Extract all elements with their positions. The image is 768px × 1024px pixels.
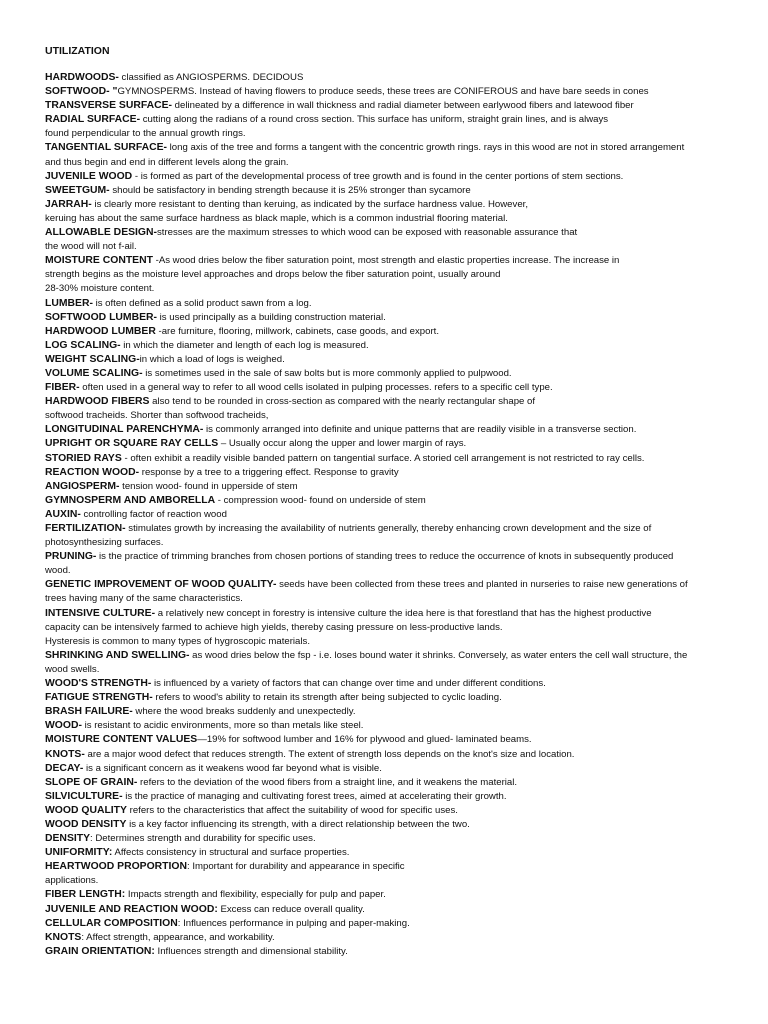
entry-line [45,621,724,635]
entry-definition: -As wood dries below the fiber saturation point, most strength and elastic properties increase. The increase in [152,255,620,267]
entry-term: STORIED RAYS [45,452,122,464]
entry-definition: keruing has about the same surface hardness as black maple, which is a common industrial flooring material. [45,212,508,224]
entry-line [45,663,724,677]
entry-line [45,141,724,155]
entry-line [45,311,724,325]
entry-definition: a relatively new concept in forestry is intensive culture the idea here is that forestland that has the highest productive [155,607,652,619]
glossary-entry [45,71,724,85]
entry-definition: also tend to be rounded in cross-section as compared with the nearly rectangular shape of [149,396,536,408]
entry-definition: Affects consistency in structural and surface properties. [112,847,350,859]
entry-line [45,198,724,212]
glossary-entry [45,748,724,762]
entry-term: BRASH FAILURE- [45,706,133,718]
glossary-entry [45,508,724,522]
entry-line [45,776,724,790]
entry-definition: should be satisfactory in bending strength because it is 25% stronger than sycamore [109,184,471,196]
entry-definition: - is formed as part of the developmental process of tree growth and is found in the center portions of stem sections. [132,170,624,182]
glossary-entry [45,818,724,832]
entry-definition: is a significant concern as it weakens wood far beyond what is visible. [83,762,382,774]
glossary-entry [45,480,724,494]
glossary-entry [45,649,724,677]
entry-line [45,903,724,917]
entry-definition: is often defined as a solid product sawn from a log. [92,297,312,309]
glossary-entry [45,184,724,198]
glossary-entry [45,550,724,578]
entry-line [45,367,724,381]
entry-definition: is clearly more resistant to denting than keruing, as indicated by the surface hardness value. However, [91,198,528,210]
entry-definition: Hysteresis is common to many types of hygroscopic materials. [45,635,310,647]
entry-term: JUVENILE WOOD [45,170,133,182]
entry-line [45,353,724,367]
entry-line [45,297,724,311]
entry-definition: – Usually occur along the upper and lower margin of rays. [218,438,467,450]
entry-definition: are a major wood defect that reduces strength. The extent of strength loss depends on the knot's size and location. [84,748,575,760]
entry-definition: : Affect strength, appearance, and workability. [81,931,275,943]
entry-line [45,339,724,353]
glossary-entry [45,635,724,649]
entry-definition: —19% for softwood lumber and 16% for plywood and glued- laminated beams. [197,734,532,746]
entry-definition: is a key factor influencing its strength, with a direct relationship between the two. [126,818,470,830]
entry-definition: as wood dries below the fsp - i.e. loses bound water it shrinks. Conversely, as water enters the cell wall structure, the [189,649,688,661]
entry-definition: 28-30% moisture content. [45,283,155,295]
glossary-entry [45,325,724,339]
entry-line [45,437,724,451]
entry-term: HEARTWOOD PROPORTION [45,861,188,873]
entry-definition: : Determines strength and durability for specific uses. [90,833,316,845]
entry-line [45,649,724,663]
entry-definition: strength begins as the moisture level approaches and drops below the fiber saturation point, usually around [45,269,501,281]
glossary-entry [45,226,724,254]
glossary-entry [45,113,724,141]
entry-definition: is used principally as a building construction material. [156,311,386,323]
entry-definition: found perpendicular to the annual growth rings. [45,128,246,140]
entry-term: LUMBER- [45,297,93,309]
entry-term: GRAIN ORIENTATION: [45,945,155,957]
entry-term: SHRINKING AND SWELLING- [45,649,190,661]
entry-term: RADIAL SURFACE- [45,114,141,126]
entry-line [45,409,724,423]
entry-definition: photosynthesizing surfaces. [45,537,164,549]
entry-definition: seeds have been collected from these trees and planted in nurseries to raise new generations of [276,579,688,591]
entry-definition: wood. [45,565,71,577]
entry-definition: capacity can be intensively farmed to achieve high yields, thereby casing pressure on less-productive lands. [45,621,503,633]
glossary-entry [45,733,724,747]
entry-line [45,860,724,874]
entry-term: DECAY- [45,762,84,774]
entry-line [45,494,724,508]
document-title: UTILIZATION [45,45,110,57]
entry-definition: refers to the characteristics that affect the suitability of wood for specific uses. [126,804,458,816]
entry-term: WEIGHT SCALING- [45,353,140,365]
entry-line [45,888,724,902]
entry-term: KNOTS- [45,748,85,760]
glossary-entry [45,691,724,705]
entry-term: UPRIGHT OR SQUARE RAY CELLS [45,438,219,450]
entry-definition: controlling factor of reaction wood [80,508,227,520]
entry-definition: applications. [45,875,99,887]
entry-line [45,480,724,494]
entry-definition: in which the diameter and length of each log is measured. [120,339,369,351]
entry-term: FERTILIZATION- [45,523,126,534]
entry-line [45,733,724,747]
entry-definition: is resistant to acidic environments, more so than metals like steel. [81,720,364,732]
glossary-entry [45,832,724,846]
entry-line [45,762,724,776]
entry-definition: GYMNOSPERMS. Instead of having flowers to produce seeds, these trees are CONIFEROUS and have bare seeds in cones [117,86,649,98]
entry-term: WOOD'S STRENGTH- [45,678,152,690]
entry-line [45,818,724,832]
glossary-entry [45,860,724,888]
entry-line [45,325,724,339]
entry-definition: cutting along the radians of a round cross section. This surface has uniform, straight grain lines, and is always [140,114,609,126]
entry-line [45,748,724,762]
entry-term: PRUNING- [45,551,97,563]
entry-line [45,395,724,409]
entry-term: HARDWOOD FIBERS [45,396,150,408]
entry-term: KNOTS [45,931,82,943]
entry-term: WOOD QUALITY [45,804,127,816]
entry-term: INTENSIVE CULTURE- [45,607,156,619]
entry-term: SWEETGUM- [45,184,110,196]
entry-definition: refers to wood's ability to retain its strength after being subjected to cyclic loading. [152,692,502,704]
entry-definition: Influences strength and dimensional stability. [154,945,348,957]
entry-term: SILVICULTURE- [45,790,123,802]
entry-term: WOOD DENSITY [45,818,127,830]
entry-definition: is the practice of managing and cultivating forest trees, aimed at accelerating their growth. [122,790,507,802]
entry-term: SLOPE OF GRAIN- [45,776,138,788]
entry-line [45,564,724,578]
glossary-entry [45,297,724,311]
glossary-entry [45,494,724,508]
entry-line [45,254,724,268]
entry-line [45,536,724,550]
entry-term: SOFTWOOD- " [45,86,118,98]
glossary-entry [45,452,724,466]
entry-term: GYMNOSPERM AND AMBORELLA [45,494,216,506]
entry-definition: classified as ANGIOSPERMS. DECIDOUS [118,72,304,83]
entry-line [45,931,724,945]
entry-definition: tension wood- found in upperside of stem [119,480,298,492]
glossary-entry [45,945,724,959]
entry-line [45,917,724,931]
entry-term: MOISTURE CONTENT [45,255,153,267]
entry-line [45,607,724,621]
entry-definition: where the wood breaks suddenly and unexpectedly. [132,706,356,718]
entry-term: FIBER- [45,382,80,394]
glossary-entry [45,607,724,635]
entry-definition: in which a load of logs is weighed. [139,353,285,365]
entry-definition: is commonly arranged into definite and unique patterns that are readily visible in a transverse section. [203,424,637,436]
entry-definition: trees having many of the same characteristics. [45,593,243,605]
entry-term: TANGENTIAL SURFACE- [45,142,167,154]
entry-term: TRANSVERSE SURFACE- [45,100,173,112]
entry-line [45,719,724,733]
glossary-entry [45,311,724,325]
glossary-entry [45,466,724,480]
entry-line [45,184,724,198]
glossary-entries [45,71,724,959]
glossary-entry [45,170,724,184]
entry-line [45,127,724,141]
entry-definition: response by a tree to a triggering effect. Response to gravity [139,466,399,478]
entry-line [45,212,724,226]
glossary-entry [45,917,724,931]
entry-line [45,268,724,282]
entry-line [45,592,724,606]
entry-definition: the wood will not f-ail. [45,241,137,253]
entry-line [45,71,724,85]
entry-line [45,282,724,296]
entry-term: ALLOWABLE DESIGN- [45,227,157,239]
entry-definition: - compression wood- found on underside of stem [215,494,426,506]
entry-line [45,466,724,480]
entry-term: UNIFORMITY: [45,847,113,859]
entry-definition: softwood tracheids. Shorter than softwood tracheids, [45,410,269,422]
entry-line [45,804,724,818]
glossary-entry [45,804,724,818]
entry-definition: : Important for durability and appearance in specific [187,861,405,873]
entry-line [45,677,724,691]
entry-line [45,423,724,437]
entry-line [45,226,724,240]
entry-term: REACTION WOOD- [45,466,140,478]
entry-term: HARDWOODS- [45,72,119,83]
entry-term: FATIGUE STRENGTH- [45,692,153,704]
entry-line [45,945,724,959]
glossary-entry [45,705,724,719]
entry-term: JUVENILE AND REACTION WOOD: [45,903,218,915]
entry-definition: and thus begin and end in different levels along the grain. [45,156,289,168]
entry-line [45,113,724,127]
entry-line [45,790,724,804]
entry-term: CELLULAR COMPOSITION [45,917,178,929]
entry-definition: stimulates growth by increasing the availability of nutrients generally, thereby enhancing crown development and the size of [125,523,652,534]
glossary-entry [45,578,724,606]
glossary-entry [45,339,724,353]
glossary-entry [45,437,724,451]
entry-definition: Impacts strength and flexibility, especially for pulp and paper. [125,889,386,901]
entry-line [45,522,724,536]
entry-term: WOOD- [45,720,82,732]
entry-term: FIBER LENGTH: [45,889,126,901]
entry-definition: Excess can reduce overall quality. [217,903,365,915]
entry-line [45,508,724,522]
entry-definition: is the practice of trimming branches from chosen portions of standing trees to reduce the occurrence of knots in subsequently produced [96,551,674,563]
glossary-entry [45,99,724,113]
entry-definition: refers to the deviation of the wood fibers from a straight line, and it weakens the material. [137,776,518,788]
glossary-entry [45,677,724,691]
entry-definition: : Influences performance in pulping and paper-making. [177,917,410,929]
entry-line [45,452,724,466]
entry-line [45,635,724,649]
glossary-entry [45,762,724,776]
entry-line [45,99,724,113]
glossary-entry [45,395,724,423]
glossary-entry [45,381,724,395]
glossary-entry [45,85,724,99]
entry-line [45,381,724,395]
entry-term: SOFTWOOD LUMBER- [45,311,157,323]
entry-definition: stresses are the maximum stresses to which wood can be exposed with reasonable assurance that [156,227,578,239]
entry-line [45,691,724,705]
entry-term: JARRAH- [45,198,92,210]
glossary-entry [45,719,724,733]
glossary-entry [45,931,724,945]
entry-definition: long axis of the tree and forms a tangent with the concentric growth rings. rays in this wood are not in stored arrangement [167,142,685,154]
glossary-entry [45,367,724,381]
entry-term: VOLUME SCALING- [45,367,143,379]
entry-term: GENETIC IMPROVEMENT OF WOOD QUALITY- [45,579,277,591]
glossary-entry [45,254,724,296]
entry-line [45,578,724,592]
entry-definition: often used in a general way to refer to all wood cells isolated in pulping processes. refers to a specific cell type. [79,382,553,394]
entry-term: AUXIN- [45,508,81,520]
glossary-entry [45,141,724,169]
entry-definition: -are furniture, flooring, millwork, cabinets, case goods, and export. [155,325,439,337]
entry-definition: wood swells. [45,663,100,675]
glossary-entry [45,888,724,902]
entry-line [45,240,724,254]
entry-term: MOISTURE CONTENT VALUES [45,734,198,746]
entry-term: LOG SCALING- [45,339,121,351]
entry-term: LONGITUDINAL PARENCHYMA- [45,424,204,436]
entry-term: DENSITY [45,833,91,845]
entry-line [45,85,724,99]
glossary-entry [45,353,724,367]
glossary-entry [45,903,724,917]
glossary-entry [45,790,724,804]
entry-term: HARDWOOD LUMBER [45,325,156,337]
entry-definition: is influenced by a variety of factors that can change over time and under different conditions. [151,678,546,690]
glossary-entry [45,846,724,860]
glossary-entry [45,776,724,790]
entry-line [45,832,724,846]
entry-line [45,156,724,170]
entry-definition: - often exhibit a readily visible banded pattern on tangential surface. A storied cell arrangement is not restricted to ray cells. [121,452,645,464]
entry-line [45,550,724,564]
entry-definition: is sometimes used in the sale of saw bolts but is more commonly applied to pulpwood. [142,367,512,379]
glossary-entry [45,423,724,437]
entry-line [45,705,724,719]
glossary-entry [45,522,724,550]
glossary-entry [45,198,724,226]
entry-line [45,170,724,184]
entry-term: ANGIOSPERM- [45,480,120,492]
entry-line [45,874,724,888]
entry-definition: delineated by a difference in wall thickness and radial diameter between earlywood fibers and latewood fiber [172,100,634,112]
entry-line [45,846,724,860]
